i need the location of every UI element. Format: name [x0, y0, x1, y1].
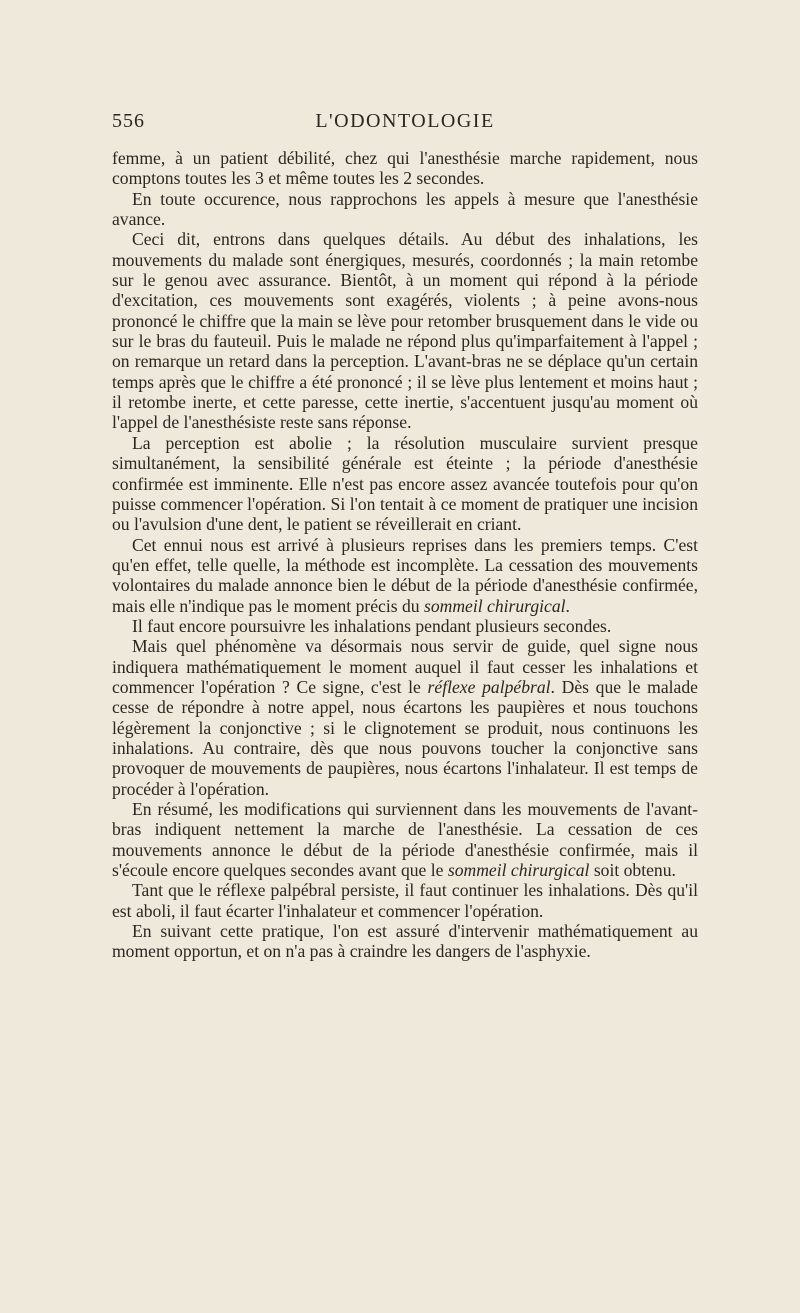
- running-title: L'ODONTOLOGIE: [315, 110, 495, 132]
- text-run: La perception est abolie ; la résolution musculaire survient presque simultanément, la sensibilité générale est éteinte ; la période d'anesthésie confirmée est imminente. Elle n'est pas encore assez avancée toutefois pour qu'on puisse commencer l'opération. Si l'on tentait à ce moment de pratiquer une incision ou l'avulsion d'une dent, le patient se réveillerait en criant.: [112, 432, 698, 535]
- text-run: .: [565, 595, 570, 616]
- paragraph: [112, 535, 698, 616]
- paragraph: [112, 799, 698, 880]
- text-run: Il faut encore poursuivre les inhalations pendant plusieurs secondes.: [132, 615, 612, 636]
- text-run: . Dès que le malade cesse de répondre à notre appel, nous écartons les paupières et nous touchons légèrement la conjonctive ; si le clignotement se produit, nous continuons les inhalations. Au contraire, dès que nous pouvons toucher la conjonctive sans provoquer de mouvements de paupières, nous écartons l'inhalateur. Il est temps de procéder à l'opération.: [112, 676, 698, 799]
- paragraph: [112, 921, 698, 962]
- text-run: Tant que le réflexe palpébral persiste, il faut continuer les inhalations. Dès qu'il est aboli, il faut écarter l'inhalateur et commencer l'opération.: [112, 880, 698, 921]
- italic-phrase: sommeil chirurgical: [423, 595, 566, 616]
- body-text: [112, 148, 698, 962]
- page-number: 556: [112, 110, 145, 132]
- italic-phrase: sommeil chirurgical: [447, 860, 590, 881]
- text-run: En suivant cette pratique, l'on est assuré d'intervenir mathématiquement au moment opportun, et on n'a pas à craindre les dangers de l'asphyxie.: [112, 921, 698, 962]
- text-run: femme, à un patient débilité, chez qui l'anesthésie marche rapidement, nous comptons toutes les 3 et même toutes les 2 secondes.: [112, 148, 698, 189]
- paragraph: [112, 616, 698, 636]
- text-run: Ceci dit, entrons dans quelques détails. Au début des inhalations, les mouvements du malade sont énergiques, mesurés, coordonnés ; la main retombe sur le genou avec assurance. Bientôt, à un moment qui répond à la période d'excitation, ces mouvements sont exagérés, violents ; à peine avons-nous prononcé le chiffre que la main se lève pour retomber brusquement dans le vide ou sur le bras du fauteuil. Puis le malade ne répond plus qu'imparfaitement à l'appel ; on remarque un retard dans la perception. L'avant-bras ne se déplace qu'un certain temps après que le chiffre a été prononcé ; il se lève plus lentement et moins haut ; il retombe inerte, et cette paresse, cette inertie, s'accentuent jusqu'au moment où l'appel de l'anesthésiste reste sans réponse.: [112, 229, 698, 433]
- text-run: En résumé, les modifications qui surviennent dans les mouvements de l'avant-bras indiquent nettement la marche de l'anesthésie. La cessation de ces mouvements annonce le début de la période d'anesthésie confirmée, mais il s'écoule encore quelques secondes avant que le: [112, 799, 698, 881]
- italic-phrase: réflexe palpébral: [427, 676, 551, 697]
- text-run: En toute occurence, nous rapprochons les appels à mesure que l'anesthésie avance.: [112, 188, 698, 230]
- paragraph: [112, 229, 698, 432]
- paragraph: [112, 636, 698, 799]
- page-header: [112, 110, 698, 140]
- text-run: soit obtenu.: [589, 860, 676, 881]
- paragraph: [112, 433, 698, 535]
- text-run: Cet ennui nous est arrivé à plusieurs reprises dans les premiers temps. C'est qu'en effet, telle quelle, la méthode est incomplète. La cessation des mouvements volontaires du malade annonce bien le début de la période d'anesthésie confirmée, mais elle n'indique pas le moment précis du: [112, 534, 698, 616]
- paragraph: [112, 880, 698, 921]
- text-run: Mais quel phénomène va désormais nous servir de guide, quel signe nous indiquera mathématiquement le moment auquel il faut cesser les inhalations et commencer l'opération ? Ce signe, c'est le: [112, 636, 698, 697]
- paragraph: [112, 148, 698, 189]
- paragraph: [112, 189, 698, 230]
